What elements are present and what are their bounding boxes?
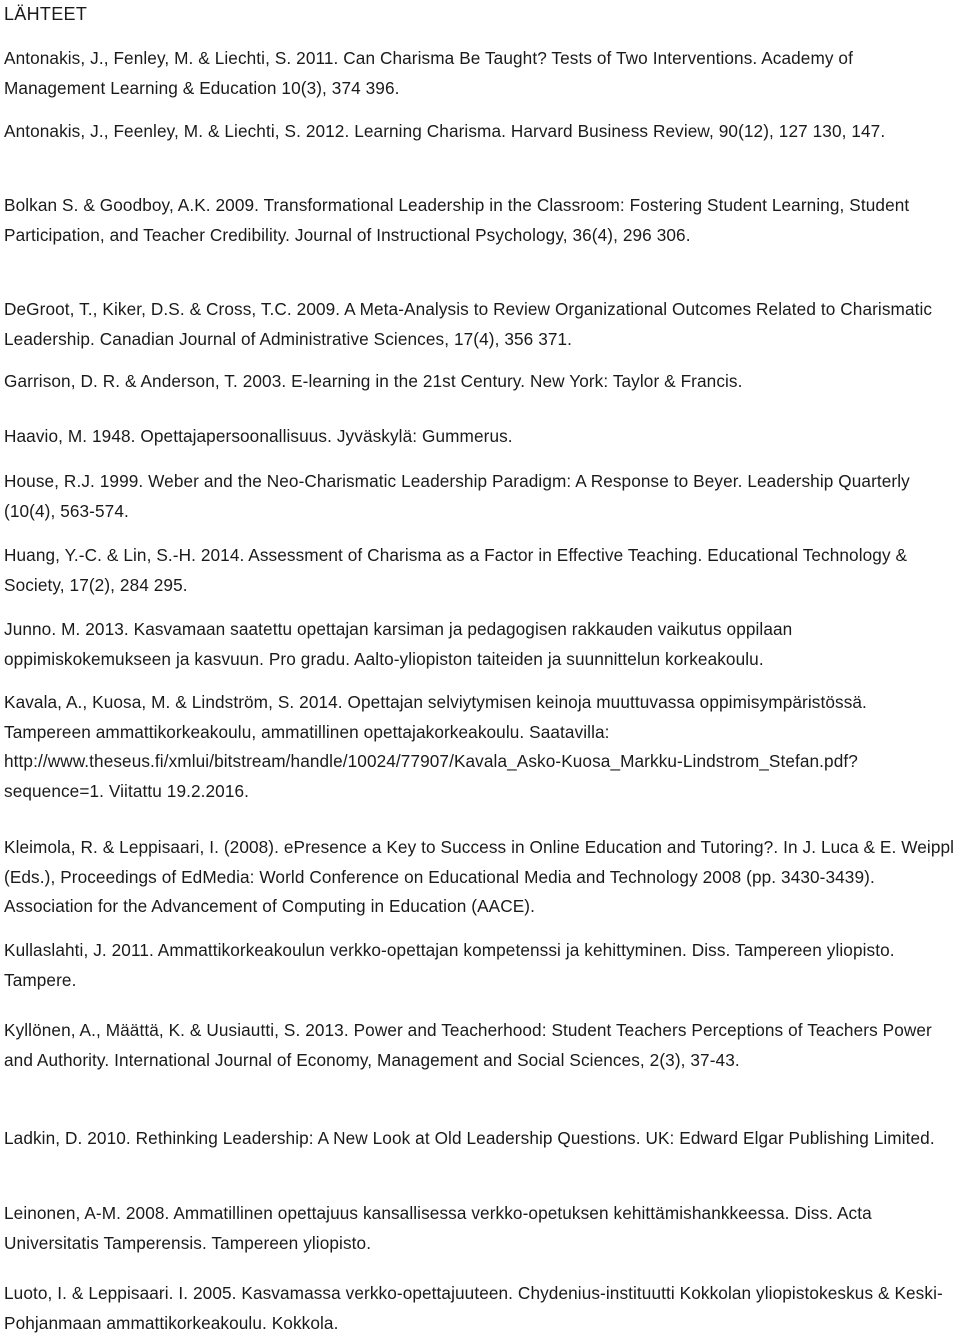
reference-item: House, R.J. 1999. Weber and the Neo-Charismatic Leadership Paradigm: A Response to Beyer. Leadership Quarterly (10(4), 563-574.: [4, 471, 910, 521]
reference-item: Luoto, I. & Leppisaari. I. 2005. Kasvamassa verkko-opettajuuteen. Chydenius-instituutti Kokkolan yliopistokeskus & Keski-Pohjanmaan ammattikorkeakoulu. Kokkola.: [4, 1283, 943, 1333]
reference-item: Garrison, D. R. & Anderson, T. 2003. E-learning in the 21st Century. New York: Taylor & Francis.: [4, 371, 743, 391]
reference-item: Huang, Y.-C. & Lin, S.-H. 2014. Assessment of Charisma as a Factor in Effective Teaching. Educational Technology & Society, 17(2), 284 295.: [4, 545, 908, 595]
reference-item: Ladkin, D. 2010. Rethinking Leadership: A New Look at Old Leadership Questions. UK: Edward Elgar Publishing Limited.: [4, 1128, 935, 1148]
reference-item: Antonakis, J., Fenley, M. & Liechti, S. 2011. Can Charisma Be Taught? Tests of Two Interventions. Academy of Management Learning & Education 10(3), 374 396.: [4, 48, 853, 98]
reference-item: Kullaslahti, J. 2011. Ammattikorkeakoulun verkko-opettajan kompetenssi ja kehittyminen. Diss. Tampereen yliopisto. Tampere.: [4, 940, 895, 990]
reference-item: Kyllönen, A., Määttä, K. & Uusiautti, S. 2013. Power and Teacherhood: Student Teachers Perceptions of Teachers Power and Authority. International Journal of Economy, Management and Social Sciences, 2(3), 37-43.: [4, 1020, 932, 1070]
reference-item: Bolkan S. & Goodboy, A.K. 2009. Transformational Leadership in the Classroom: Fostering Student Learning, Student Participation, and Teacher Credibility. Journal of Instructional Psychology, 36(4), 296 306.: [4, 195, 910, 245]
reference-item: Leinonen, A-M. 2008. Ammatillinen opettajuus kansallisessa verkko-opetuksen kehittämishankkeessa. Diss. Acta Universitatis Tamperensis. Tampereen yliopisto.: [4, 1203, 872, 1253]
reference-item: Kavala, A., Kuosa, M. & Lindström, S. 2014. Opettajan selviytymisen keinoja muuttuvassa oppimisympäristössä. Tampereen ammattikorkeakoulu, ammatillinen opettajakorkeakoulu. Saatavilla: http://www.theseus.fi/xmlui/bitstream/handle/10024/77907/Kavala_Asko-Kuosa_Markku-Lindstrom_Stefan.pdf?sequence=1. Viitattu 19.2.2016.: [4, 692, 867, 801]
reference-item: Kleimola, R. & Leppisaari, I. (2008). ePresence a Key to Success in Online Education and Tutoring?. In J. Luca & E. Weippl (Eds.), Proceedings of EdMedia: World Conference on Educational Media and Technology 2008 (pp. 3430-3439). Association for the Advancement of Computing in Education (AACE).: [4, 837, 955, 916]
reference-item: DeGroot, T., Kiker, D.S. & Cross, T.C. 2009. A Meta-Analysis to Review Organizational Outcomes Related to Charismatic Leadership. Canadian Journal of Administrative Sciences, 17(4), 356 371.: [4, 299, 933, 349]
reference-item: Junno. M. 2013. Kasvamaan saatettu opettajan karsiman ja pedagogisen rakkauden vaikutus oppilaan oppimiskokemukseen ja kasvuun. Pro gradu. Aalto-yliopiston taiteiden ja suunnittelun korkeakoulu.: [4, 619, 793, 669]
section-heading: LÄHTEET: [4, 4, 88, 24]
reference-item: Haavio, M. 1948. Opettajapersoonallisuus. Jyväskylä: Gummerus.: [4, 426, 513, 446]
reference-item: Antonakis, J., Feenley, M. & Liechti, S. 2012. Learning Charisma. Harvard Business Review, 90(12), 127 130, 147.: [4, 121, 886, 141]
